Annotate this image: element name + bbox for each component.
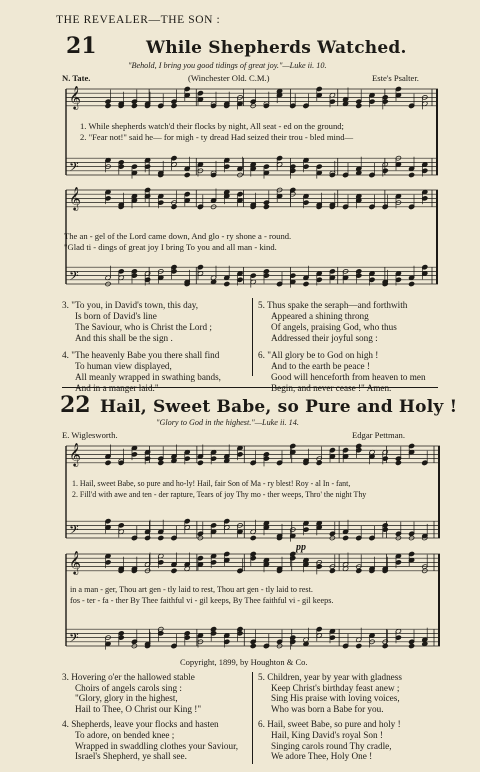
hymn21-s1-lyric-2: 2. "Fear not!" said he— for migh - ty dread Had seized their trou - bled mind— xyxy=(80,132,354,142)
svg-text:𝄞: 𝄞 xyxy=(69,442,81,467)
svg-text:𝄢: 𝄢 xyxy=(69,159,79,178)
svg-text:𝄞: 𝄞 xyxy=(69,85,81,110)
hymn22-s1-lyric-2: 2. Fill'd with awe and ten - der rapture, Tears of joy Thy mo - ther weeps, Thro' the night Thy xyxy=(72,490,367,499)
hymn22-s2-lyric-1: in a man - ger, Thou art gen - tly laid to rest, Thou art gen - tly laid to rest. xyxy=(70,585,313,594)
svg-text:𝄞: 𝄞 xyxy=(69,550,81,575)
hymn21-source: Este's Psalter. xyxy=(372,73,419,83)
verse: 6. "All glory be to God on high ! And to the earth be peace ! Good will henceforth from heaven to men Begin, and never cease !" Amen. xyxy=(258,350,426,393)
hymn22-title: Hail, Sweet Babe, so Pure and Holy ! xyxy=(100,397,458,417)
hymn22-s2-lyric-2: fos - ter - fa - ther By Thee faithful vi - gil keeps, By Thee faithful vi - gil keeps. xyxy=(70,596,334,605)
hymn21-verses-left xyxy=(62,300,254,394)
hymn22-composer: E. Wiglesworth. xyxy=(62,430,118,440)
verse: 4. "The heavenly Babe you there shall find To human view displayed, All meanly wrapped in swathing bands, And in a manger laid." xyxy=(62,350,221,393)
copyright-notice: Copyright, 1899, by Houghton & Co. xyxy=(180,657,308,667)
verse: 5. Children, year by year with gladness Keep Christ's birthday feast anew ; Sing His praise with loving voices, Who was born a Babe for you. xyxy=(258,672,402,714)
section-divider xyxy=(62,387,438,388)
dynamic-marking: pp xyxy=(296,542,306,553)
hymn21-verses-right xyxy=(258,300,448,394)
verse: 5. Thus spake the seraph—and forthwith Appeared a shining throng Of angels, praising God, who thus Addressed their joyful song : xyxy=(258,300,408,343)
verse: 6. Hail, sweet Babe, so pure and holy ! Hail, King David's royal Son ! Singing carols round Thy cradle, We adore Thee, Holy One ! xyxy=(258,719,401,762)
svg-text:𝄢: 𝄢 xyxy=(69,630,79,649)
hymn21-s1-lyric-1: 1. While shepherds watch'd their flocks by night, All seat - ed on the ground; xyxy=(80,121,344,131)
hymn22-verses-left xyxy=(62,672,258,762)
verse-divider xyxy=(252,672,253,764)
svg-text:𝄢: 𝄢 xyxy=(69,268,79,287)
verse: 4. Shepherds, leave your flocks and hasten To adore, on bended knee ; Wrapped in swaddling clothes your Saviour, Israel's Shepherd, ye shall see. xyxy=(62,719,239,762)
page-header: THE REVEALER—THE SON : xyxy=(56,14,221,26)
hymn21-s2-lyric-1: The an - gel of the Lord came down, And glo - ry shone a - round. xyxy=(64,231,292,241)
hymn21-s2-lyric-2: "Glad ti - dings of great joy I bring To you and all man - kind. xyxy=(64,242,277,252)
svg-text:𝄞: 𝄞 xyxy=(69,186,81,211)
hymn21-quote: "Behold, I bring you good tidings of great joy."—Luke ii. 10. xyxy=(128,61,327,70)
hymn22-arranger: Edgar Pettman. xyxy=(352,430,405,440)
verse: 3. Hovering o'er the hallowed stable Choirs of angels carols sing : "Glory, glory in the highest, Hail to Thee, O Christ our King !" xyxy=(62,672,202,714)
hymn22-verses-right xyxy=(258,672,448,762)
hymn22-s1-lyric-1: 1. Hail, sweet Babe, so pure and ho-ly! Hail, fair Son of Ma - ry blest! Roy - al In - fant, xyxy=(72,479,351,488)
hymn21-author: N. Tate. xyxy=(62,73,91,83)
hymn21-title: While Shepherds Watched. xyxy=(146,38,407,58)
hymn22-quote: "Glory to God in the highest."—Luke ii. 14. xyxy=(156,418,299,427)
hymn22-number: 22 xyxy=(60,392,91,418)
hymn21-number: 21 xyxy=(66,33,97,59)
svg-text:𝄢: 𝄢 xyxy=(69,522,79,541)
hymn21-tune: (Winchester Old. C.M.) xyxy=(188,73,270,83)
verse: 3. "To you, in David's town, this day, Is born of David's line The Saviour, who is Christ the Lord ; And this shall be the sign . xyxy=(62,300,212,343)
